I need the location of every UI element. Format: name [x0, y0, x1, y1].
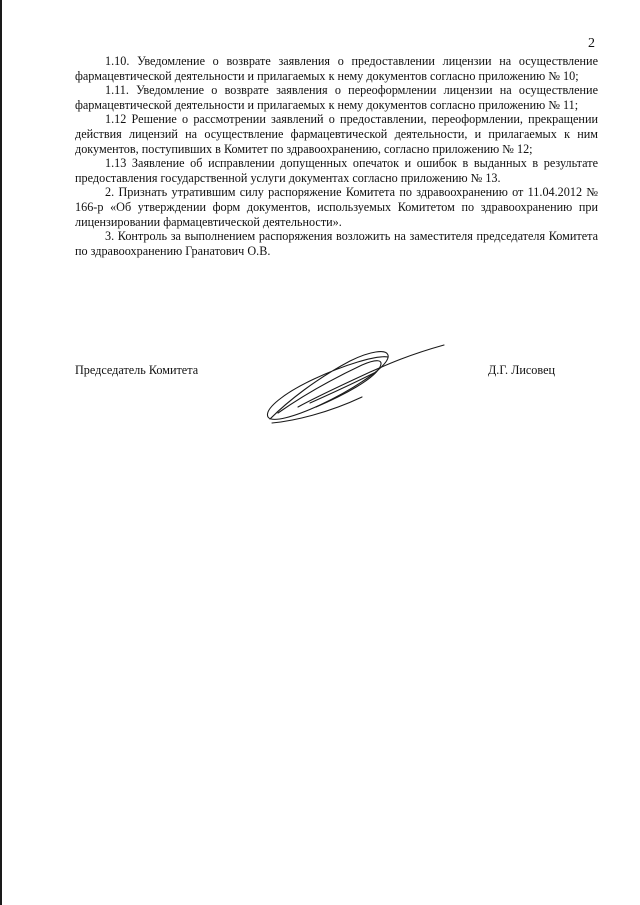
scan-edge-line	[0, 0, 2, 905]
paragraph-1-13: 1.13 Заявление об исправлении допущенных опечаток и ошибок в выданных в результате предоставления государственной услуги документах согласно приложению № 13.	[75, 156, 598, 185]
signer-title: Председатель Комитета	[75, 363, 199, 377]
paragraph-1-11: 1.11. Уведомление о возврате заявления о переоформлении лицензии на осуществление фармацевтической деятельности и прилагаемых к нему документов согласно приложению № 11;	[75, 83, 598, 112]
document-body	[75, 54, 598, 258]
page-number: 2	[588, 36, 595, 51]
paragraph-2: 2. Признать утратившим силу распоряжение Комитета по здравоохранению от 11.04.2012 № 166-р «Об утверждении форм документов, используемых Комитетом по здравоохранению при лицензировании фармацевтической деятельности».	[75, 185, 598, 229]
paragraph-1-12: 1.12 Решение о рассмотрении заявлений о предоставлении, переоформлении, прекращении действия лицензий на осуществление фармацевтической деятельности, и прилагаемых к ним документов, поступивших в Комитет по здравоохранению, согласно приложению № 12;	[75, 112, 598, 156]
handwritten-signature	[258, 343, 448, 425]
paragraph-1-10: 1.10. Уведомление о возврате заявления о предоставлении лицензии на осуществление фармацевтической деятельности и прилагаемых к нему документов согласно приложению № 10;	[75, 54, 598, 83]
signer-name: Д.Г. Лисовец	[487, 363, 555, 377]
paragraph-3: 3. Контроль за выполнением распоряжения возложить на заместителя председателя Комитета по здравоохранению Гранатович О.В.	[75, 229, 598, 258]
